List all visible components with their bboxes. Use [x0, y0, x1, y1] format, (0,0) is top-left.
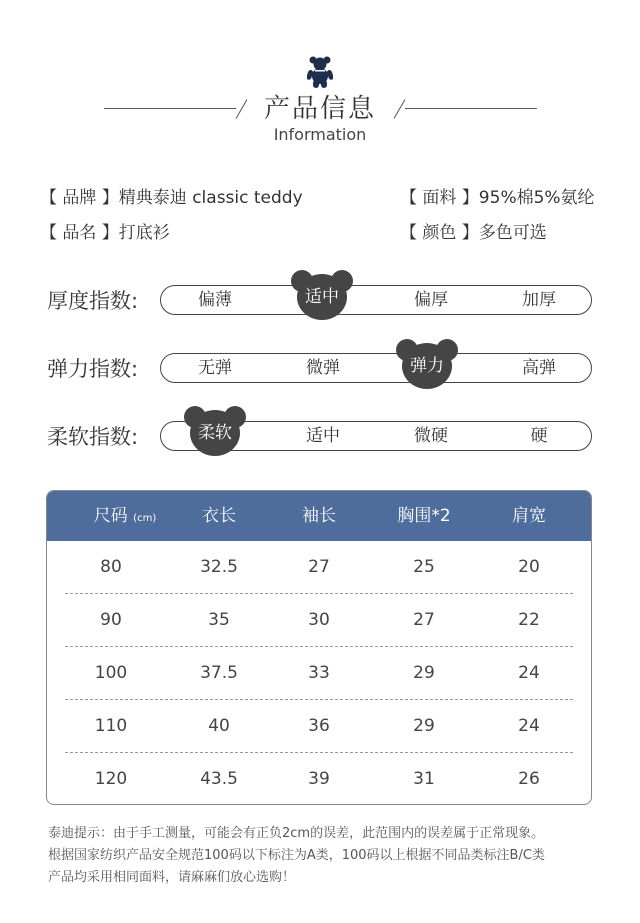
cell-length: 40	[208, 716, 230, 736]
info-color: 【 颜色 】多色可选	[400, 223, 547, 243]
cell-length: 43.5	[200, 769, 238, 789]
cell-length: 37.5	[200, 663, 238, 683]
cell-sleeve: 39	[308, 769, 330, 789]
elasticity-index-scale	[160, 353, 592, 383]
note-line: 产品均采用相同面料，请麻麻们放心选购！	[48, 870, 296, 885]
page-title: 产品信息	[263, 94, 376, 124]
thickness-option: 加厚	[522, 290, 556, 310]
elasticity-selected-label: 弹力	[410, 356, 444, 376]
table-row	[47, 753, 592, 805]
cell-sleeve: 30	[308, 610, 330, 630]
softness-option: 适中	[306, 426, 340, 446]
column-header-size: 尺码 (cm)	[93, 506, 157, 526]
note-line: 泰迪提示：由于手工测量，可能会有正负2cm的误差，此范围内的误差属于正常现象。	[48, 826, 545, 841]
cell-size: 120	[94, 769, 128, 789]
softness-index-label: 柔软指数:	[47, 425, 139, 449]
cell-chest: 29	[413, 716, 435, 736]
cell-shoulder: 24	[518, 716, 540, 736]
cell-length: 32.5	[200, 557, 238, 577]
elasticity-option: 高弹	[522, 358, 556, 378]
bear-icon	[307, 56, 333, 88]
cell-chest: 31	[413, 769, 435, 789]
thickness-index-label: 厚度指数:	[47, 289, 139, 313]
size-table-header	[47, 491, 592, 541]
elasticity-option: 无弹	[198, 358, 232, 378]
elasticity-index-label: 弹力指数:	[47, 357, 139, 381]
info-brand: 【 品牌 】精典泰迪 classic teddy	[40, 188, 303, 208]
cell-size: 100	[94, 663, 128, 683]
note-line: 根据国家纺织产品安全规范100码以下标注为A类，100码以上根据不同品类标注B/C类	[48, 848, 545, 863]
info-fabric: 【 面料 】95%棉5%氨纶	[400, 188, 595, 208]
column-header-sleeve: 袖长	[302, 506, 336, 526]
cell-chest: 27	[413, 610, 435, 630]
thickness-option: 偏薄	[198, 290, 232, 310]
elasticity-option: 微弹	[306, 358, 340, 378]
cell-size: 90	[100, 610, 122, 630]
column-header-length: 衣长	[202, 506, 236, 526]
table-row	[47, 541, 592, 594]
cell-sleeve: 33	[308, 663, 330, 683]
table-row	[47, 594, 592, 647]
cell-size: 80	[100, 557, 122, 577]
thickness-selected-badge	[291, 270, 353, 322]
thickness-option: 偏厚	[414, 290, 448, 310]
thickness-index-scale	[160, 285, 592, 315]
table-row	[47, 647, 592, 700]
softness-option: 硬	[530, 426, 548, 446]
page-subtitle: Information	[273, 125, 367, 144]
softness-selected-label: 柔软	[198, 423, 232, 443]
elasticity-selected-badge	[396, 339, 458, 391]
cell-sleeve: 36	[308, 716, 330, 736]
table-row	[47, 700, 592, 753]
cell-shoulder: 24	[518, 663, 540, 683]
info-product-name: 【 品名 】打底衫	[40, 223, 170, 243]
cell-chest: 25	[413, 557, 435, 577]
cell-shoulder: 26	[518, 769, 540, 789]
softness-option: 微硬	[414, 426, 448, 446]
softness-selected-badge	[184, 406, 246, 458]
cell-chest: 29	[413, 663, 435, 683]
cell-sleeve: 27	[308, 557, 330, 577]
cell-shoulder: 20	[518, 557, 540, 577]
thickness-selected-label: 适中	[305, 287, 339, 307]
cell-length: 35	[208, 610, 230, 630]
column-header-shoulder: 肩宽	[512, 506, 546, 526]
size-table	[46, 490, 592, 805]
column-header-chest: 胸围*2	[397, 506, 451, 526]
cell-size: 110	[94, 716, 128, 736]
cell-shoulder: 22	[518, 610, 540, 630]
